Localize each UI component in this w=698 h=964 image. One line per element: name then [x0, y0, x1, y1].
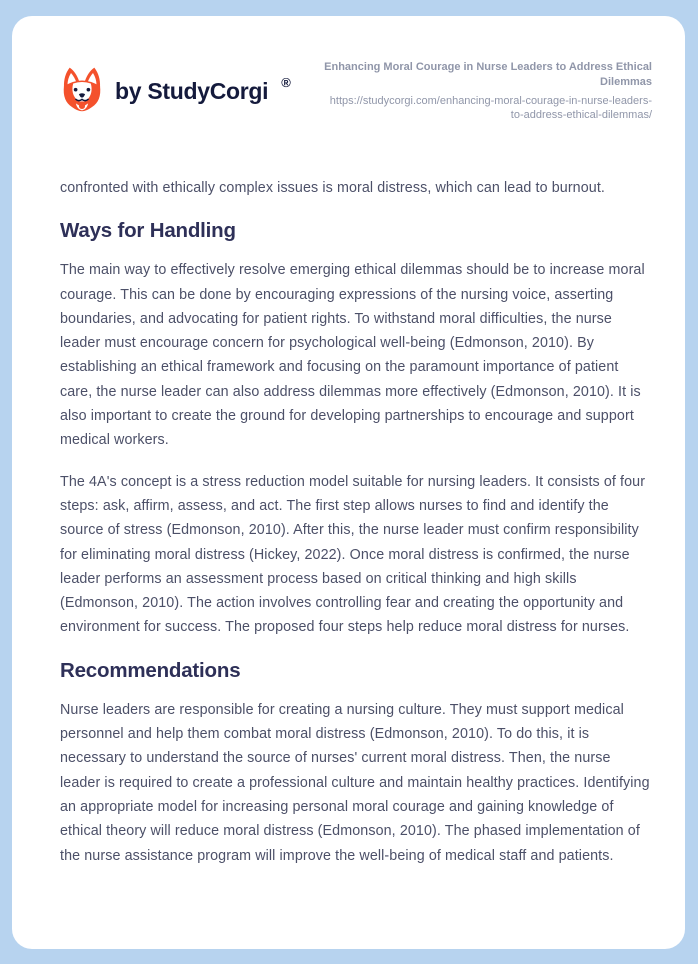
section-ways-for-handling: [60, 217, 652, 639]
article-body: [60, 176, 652, 868]
brand-name: by StudyCorgi: [115, 77, 269, 104]
source-url-link[interactable]: https://studycorgi.com/enhancing-moral-courage-in-nurse-leaders-to-address-ethical-dilemmas/: [329, 95, 652, 121]
section-recommendations: [60, 657, 652, 868]
registered-trademark: ®: [281, 74, 291, 90]
continuation-paragraph: confronted with ethically complex issues is moral distress, which can lead to burnout.: [60, 180, 605, 196]
section-heading-recommendations: Recommendations: [60, 658, 241, 682]
paragraph: The 4A's concept is a stress reduction model suitable for nursing leaders. It consists of four steps: ask, affirm, assess, and act. The first step allows nurses to find and identify the source of stress (Edmonson, 2010). After this, the nurse leader must confirm responsibility for eliminating moral distress (Hickey, 2022). Once moral distress is confirmed, the nurse leader performs an assessment process based on critical thinking and high skills (Edmonson, 2010). The action involves controlling fear and creating the opportunity and environment for success. The proposed four steps help reduce moral distress for nurses.: [60, 473, 646, 636]
corgi-logo-icon: [60, 66, 104, 116]
section-heading-ways-for-handling: Ways for Handling: [60, 219, 236, 243]
paragraph: Nurse leaders are responsible for creating a nursing culture. They must support medical personnel and help them combat moral distress (Edmonson, 2010). To do this, it is necessary to understand the source of nurses' current moral distress. Then, the nurse leader is required to create a professional culture and maintain healthy practices. Identifying an appropriate model for increasing personal moral courage and gaining knowledge of ethical theory will reduce moral distress (Edmonson, 2010). The phased implementation of the nurse assistance program will improve the well-being of medical staff and patients.: [60, 701, 650, 864]
source-title: Enhancing Moral Courage in Nurse Leaders to Address Ethical Dilemmas: [324, 61, 652, 88]
document-card: [12, 16, 685, 949]
brand[interactable]: [60, 66, 291, 116]
header: [60, 60, 652, 122]
paragraph: The main way to effectively resolve emerging ethical dilemmas should be to increase moral courage. This can be done by encouraging expressions of the nursing voice, asserting boundaries, and advocating for patient rights. To withstand moral difficulties, the nurse leader must encourage concern for psychological well-being (Edmonson, 2010). By establishing an ethical framework and focusing on the paramount importance of patient care, the nurse leader can also address dilemmas more effectively (Edmonson, 2010). It is also important to create the ground for developing partnerships to encourage and support medical workers.: [60, 262, 645, 449]
source-info: [324, 60, 652, 122]
